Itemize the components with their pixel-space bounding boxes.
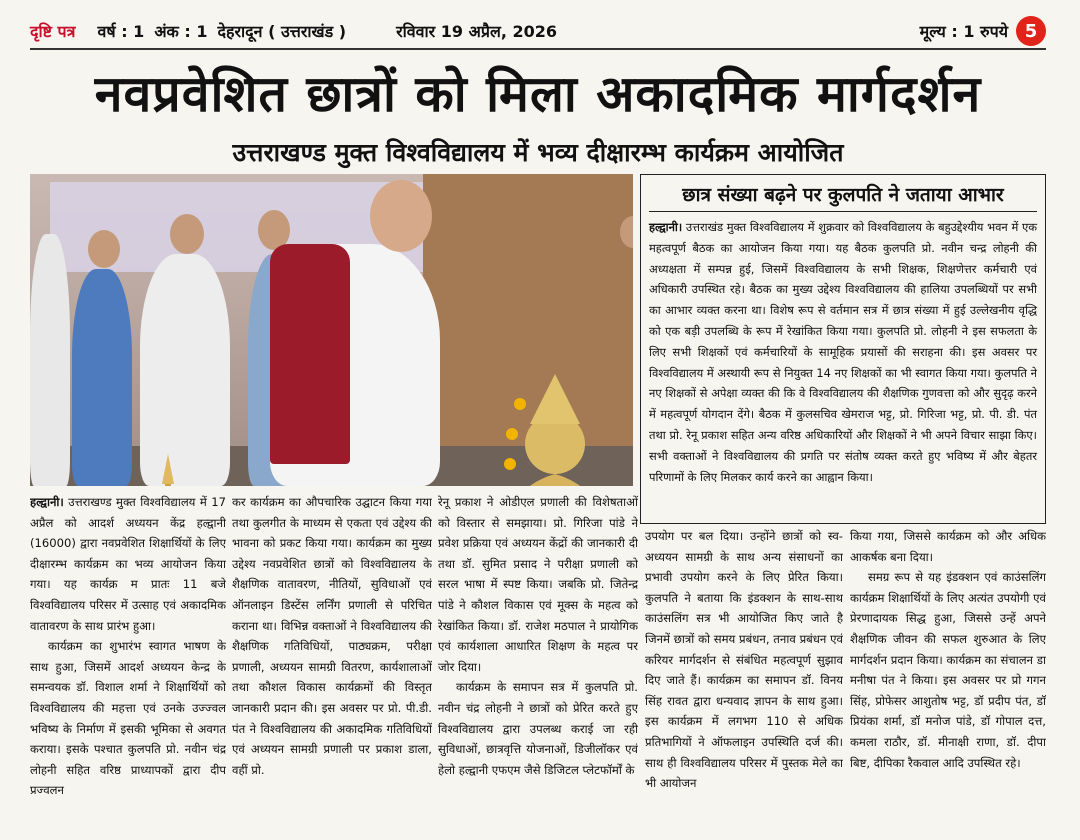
publication-date: रविवार 19 अप्रैल, 2026 — [396, 22, 557, 41]
article-paragraph: उत्तराखण्ड मुक्त विश्वविद्यालय में 17 अप्रैल को आदर्श अध्ययन केंद्र हल्द्वानी (16000) द्वारा नवप्रवेशित शिक्षार्थियों के लिए दीक्षारम्भ कार्यक्रम का भव्य आयोजन किया गया। यह कार्यक्र म प्रातः 11 बजे विश्वविद्यालय परिसर में उत्साह एवं अकादमिक वातावरण के साथ प्रारंभ हुआ। — [30, 495, 226, 633]
event-photo — [30, 174, 633, 486]
article-paragraph: कर कार्यक्रम का औपचारिक उद्घाटन किया गया तथा कुलगीत के माध्यम से एकता एवं उद्देश्य की भावना को प्रकट किया गया। कार्यक्रम का मुख्य उद्देश्य नवप्रवेशित छात्रों को विश्वविद्यालय के शैक्षणिक वातावरण, नीतियों, सुविधाओं एवं ऑनलाइन डिस्टेंस लर्निंग प्रणाली से परिचित कराना था। विभिन्न वक्ताओं ने विश्वविद्यालय की शैक्षणिक गतिविधियों, पाठ्यक्रम, परीक्षा प्रणाली, अध्ययन सामग्री वितरण, कार्यशालाओं तथा कौशल विकास कार्यक्रमों की विस्तृत जानकारी प्रदान की। इस अवसर पर प्रो. पी.डी. पंत ने विश्वविद्यालय की अकादमिक गतिविधियों एवं अध्ययन सामग्री प्रणाली पर प्रकाश डाला, वहीं प्रो. — [232, 495, 432, 777]
sidebar-title: छात्र संख्या बढ़ने पर कुलपति ने जताया आभार — [649, 181, 1037, 212]
article-paragraph: उपयोग पर बल दिया। उन्होंने छात्रों को स्व-अध्ययन सामग्री के साथ अन्य संसाधनों का प्रभावी उपयोग करने के लिए प्रेरित किया। कुलपति ने बताया कि इंडक्शन के साथ-साथ काउंसलिंग सत्र भी आयोजित किए जाते है जिनमें छात्रों को समय प्रबंधन, तनाव प्रबंधन एवं करियर मार्गदर्शन से संबंधित महत्वपूर्ण सुझाव दिए जाते हैं। कार्यक्रम का समापन डॉ. विनय सिंह रावत द्वारा धन्यवाद ज्ञापन के साथ हुआ। इस कार्यक्रम में लगभग 110 से अधिक प्रतिभागियों ने ऑफलाइन उपस्थिति दर्ज की। साथ ही विश्वविद्यालय परिसर में पुस्तक मेले का भी आयोजन — [645, 529, 843, 791]
article-column-2 — [232, 492, 432, 838]
article-paragraph: समग्र रूप से यह इंडक्शन एवं काउंसलिंग कार्यक्रम शिक्षार्थियों के लिए अत्यंत उपयोगी एवं प्रेरणादायक सिद्ध हुआ, जिससे उन्हें अपने शैक्षणिक जीवन की सफल शुरुआत के लिए मार्गदर्शन प्रदान किया। कार्यक्रम का संचालन डा मनीषा पंत ने किया। इस अवसर पर प्रो गगन सिंह, प्रोफेसर आशुतोष भट्ट, डॉ प्रदीप पंत, डॉ प्रियंका शर्मा, डॉ मनोज पांडे, डॉ गोपाल दत्त, कमला राठौर, डॉ. मीनाक्षी राणा, डॉ. दीपा बिष्ट, दीपिका रैकवाल आदि उपस्थित रहे। — [850, 570, 1046, 770]
attendee-head — [170, 214, 204, 254]
sidebar-dateline: हल्द्वानी। — [649, 220, 683, 234]
attendee-figure — [30, 234, 70, 486]
article-paragraph: कार्यक्रम के समापन सत्र में कुलपति प्रो. नवीन चंद्र लोहनी ने छात्रों को प्रेरित करते हुए विश्वविद्यालय द्वारा उपलब्ध कराई जा रही सुविधाओं, छात्रवृत्ति योजनाओं, डिजीलॉकर एवं हेलो हल्द्वानी एफएम जैसे डिजिटल प्लेटफॉर्मों के — [438, 680, 638, 777]
price: मूल्य : 1 रुपये — [919, 22, 1008, 41]
sidebar-article — [640, 174, 1046, 524]
attendee-head — [88, 230, 120, 268]
chief-guest-vest — [270, 244, 350, 464]
article-paragraph: रेनू प्रकाश ने ओडीएल प्रणाली की विशेषताओं को विस्तार से समझाया। प्रो. गिरिजा पांडे ने प्रवेश प्रक्रिया एवं अध्ययन केंद्रों की जानकारी दी तथा डॉ. सुमित प्रसाद ने परीक्षा प्रणाली को सरल भाषा में स्पष्ट किया। जबकि प्रो. जितेन्द्र पांडे ने कौशल विकास एवं मूक्स के महत्व को रेखांकित किया। डॉ. राजेश मठपाल ने प्रायोगिक एवं कार्यशाला आधारित शिक्षण के महत्व पर जोर दिया। — [438, 495, 638, 674]
attendee-figure — [72, 269, 132, 486]
article-column-3 — [438, 492, 638, 838]
subheadline: उत्तराखण्ड मुक्त विश्वविद्यालय में भव्य दीक्षारम्भ कार्यक्रम आयोजित — [232, 138, 844, 167]
article-column-1 — [30, 492, 226, 838]
volume-year: वर्ष : 1 — [97, 22, 145, 41]
article-column-4 — [645, 526, 843, 838]
page-number-badge: 5 — [1016, 16, 1046, 46]
lamp-icon — [138, 444, 198, 486]
edition-city: देहरादून ( उत्तराखंड ) — [217, 22, 347, 41]
newspaper-brand: दृष्टि पत्र — [30, 22, 76, 41]
headline: नवप्रवेशित छात्रों को मिला अकादमिक मार्गदर्शन — [94, 65, 982, 123]
article-column-5 — [850, 526, 1046, 838]
article-paragraph: कार्यक्रम का शुभारंभ स्वागत भाषण के साथ हुआ, जिसमें आदर्श अध्ययन केन्द्र के समन्वयक डॉ. विशाल शर्मा ने शिक्षार्थियों को विश्वविद्यालय की महत्ता एवं उनके उज्ज्वल भविष्य के निर्माण में इसकी भूमिका से अवगत कराया। इसके पश्चात कुलपति प्रो. नवीन चंद्र लोहनी सहित वरिष्ठ प्राध्यापकों द्वारा दीप प्रज्वलन — [30, 639, 226, 798]
article-paragraph: किया गया, जिससे कार्यक्रम को और अधिक आकर्षक बना दिया। — [850, 529, 1046, 564]
statue-icon — [460, 364, 633, 486]
chief-guest-head — [370, 180, 432, 252]
sidebar-text: उत्तराखंड मुक्त विश्वविद्यालय में शुक्रवार को विश्वविद्यालय के बहुउद्देश्यीय भवन में एक महत्वपूर्ण बैठक का आयोजन किया गया। यह बैठक कुलपति प्रो. नवीन चन्द्र लोहनी की अध्यक्षता में सम्पन्न हुई, जिसमें विश्वविद्यालय के सभी शिक्षक, शिक्षणेत्तर कर्मचारी एवं अधिकारी उपस्थित रहे। बैठक का मुख्य उद्देश्य विश्वविद्यालय की हालिया उपलब्धियों पर सभी का आभार व्यक्त करना था। विशेष रूप से वर्तमान सत्र में छात्र संख्या में हुई उल्लेखनीय वृद्धि को एक बड़ी उपलब्धि के रूप में रेखांकित किया गया। कुलपति प्रो. लोहनी ने इस सफलता के लिए सभी शिक्षकों एवं कर्मचारियों के सामूहिक प्रयासों की सराहना की। इस अवसर पर विश्वविद्यालय में अस्थायी रूप से नियुक्त 14 नए शिक्षकों का भी स्वागत किया गया। कुलपति ने नए शिक्षकों से अपेक्षा व्यक्त की कि वे विश्वविद्यालय की शैक्षणिक गुणवत्ता को और सुदृढ़ करने में महत्वपूर्ण योगदान देंगे। बैठक में कुलसचिव खेमराज भट्ट, प्रो. गिरिजा भट्ट, प्रो. पी. डी. पंत तथा प्रो. रेनू प्रकाश सहित अन्य वरिष्ठ अधिकारियों और शिक्षकों ने भी अपने विचार साझा किए। सभी वक्ताओं ने विश्वविद्यालय की प्रगति पर संतोष व्यक्त करते हुए भविष्य में और बेहतर परिणामों के लिए मिलकर कार्य करने का आह्वान किया। — [649, 220, 1038, 484]
article-dateline: हल्द्वानी। — [30, 495, 64, 509]
sidebar-body — [649, 217, 1037, 487]
masthead — [30, 14, 1046, 50]
issue-number: अंक : 1 — [154, 22, 208, 41]
